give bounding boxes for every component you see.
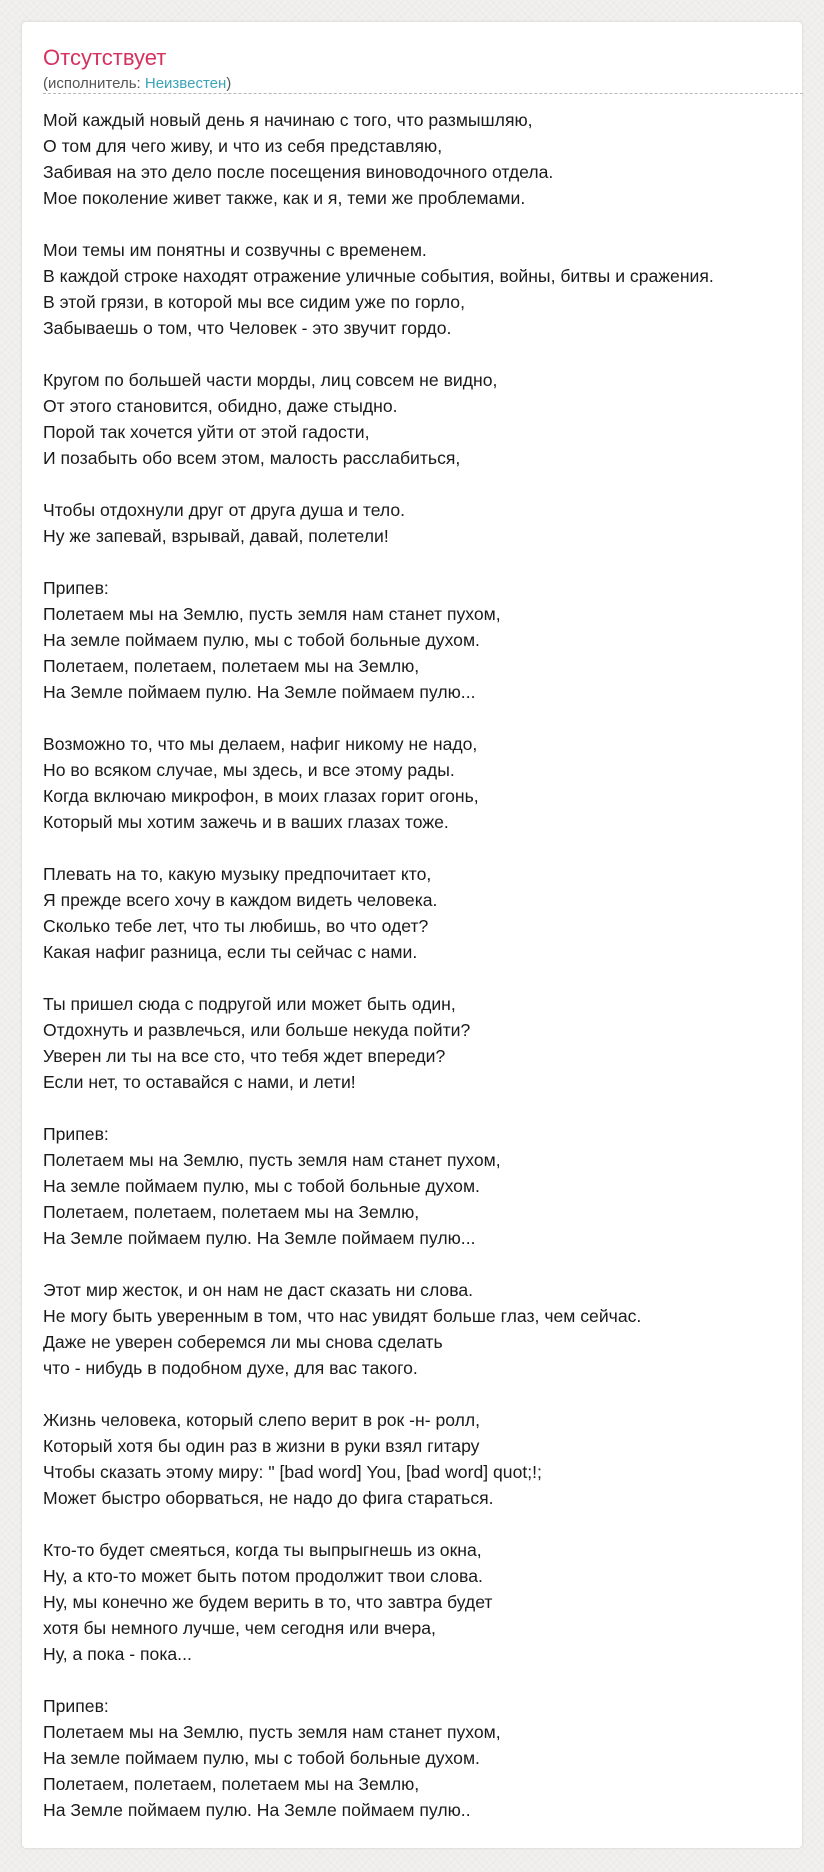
lyrics-line: Полетаем, полетаем, полетаем мы на Землю, <box>43 656 420 676</box>
lyrics-line: Жизнь человека, который слепо верит в рок -н- ролл, <box>43 1410 481 1430</box>
lyrics-line: Даже не уверен соберемся ли мы снова сделать <box>43 1332 443 1352</box>
lyrics-line: Плевать на то, какую музыку предпочитает кто, <box>43 864 432 884</box>
lyrics-line: Когда включаю микрофон, в моих глазах горит огонь, <box>43 786 479 806</box>
lyrics-line: Кругом по большей части морды, лиц совсем не видно, <box>43 370 498 390</box>
lyrics-line: Какая нафиг разница, если ты сейчас с нами. <box>43 942 418 962</box>
lyrics-line: Припев: <box>43 1124 109 1144</box>
lyrics-line: Забивая на это дело после посещения виноводочного отдела. <box>43 162 554 182</box>
lyrics-line: На земле поймаем пулю, мы с тобой больные духом. <box>43 630 480 650</box>
lyrics-line: Не могу быть уверенным в том, что нас увидят больше глаз, чем сейчас. <box>43 1306 642 1326</box>
lyrics-line: На земле поймаем пулю, мы с тобой больные духом. <box>43 1748 480 1768</box>
lyrics-line: На земле поймаем пулю, мы с тобой больные духом. <box>43 1176 480 1196</box>
lyrics-stanza <box>43 1407 824 1511</box>
lyrics-line: Мое поколение живет также, как и я, теми же проблемами. <box>43 188 526 208</box>
lyrics-line: Полетаем мы на Землю, пусть земля нам станет пухом, <box>43 1722 501 1742</box>
lyrics-line: Припев: <box>43 1696 109 1716</box>
lyrics-line: От этого становится, обидно, даже стыдно. <box>43 396 398 416</box>
lyrics-line: Чтобы отдохнули друг от друга душа и тело. <box>43 500 406 520</box>
lyrics-line: Полетаем, полетаем, полетаем мы на Землю, <box>43 1774 420 1794</box>
lyrics-stanza <box>43 1693 824 1823</box>
lyrics-line: На Земле поймаем пулю. На Земле поймаем пулю... <box>43 1228 476 1248</box>
lyrics-stanza <box>43 861 824 965</box>
lyrics-stanza <box>43 497 824 549</box>
lyrics-line: Сколько тебе лет, что ты любишь, во что одет? <box>43 916 429 936</box>
lyrics-stanza <box>43 991 824 1095</box>
lyrics-stanza <box>43 237 824 341</box>
lyrics-line: На Земле поймаем пулю. На Земле поймаем пулю... <box>43 682 476 702</box>
artist-suffix: ) <box>226 75 232 92</box>
lyrics-stanza <box>43 1537 824 1667</box>
lyrics-line: Ну, мы конечно же будем верить в то, что завтра будет <box>43 1592 493 1612</box>
lyrics-line: На Земле поймаем пулю. На Земле поймаем пулю.. <box>43 1800 471 1820</box>
lyrics-body <box>43 107 824 1823</box>
lyrics-stanza <box>43 367 824 471</box>
lyrics-line: В этой грязи, в которой мы все сидим уже по горло, <box>43 292 465 312</box>
lyrics-line: И позабыть обо всем этом, малость расслабиться, <box>43 448 461 468</box>
lyrics-stanza <box>43 575 824 705</box>
lyrics-line: Чтобы сказать этому миру: " [bad word] You, [bad word] quot;!; <box>43 1462 542 1482</box>
lyrics-stanza <box>43 1277 824 1381</box>
lyrics-line: Я прежде всего хочу в каждом видеть человека. <box>43 890 438 910</box>
lyrics-line: Но во всяком случае, мы здесь, и все этому рады. <box>43 760 455 780</box>
lyrics-line: хотя бы немного лучше, чем сегодня или вчера, <box>43 1618 436 1638</box>
lyrics-line: Ну, а кто-то может быть потом продолжит твои слова. <box>43 1566 483 1586</box>
lyrics-line: Отдохнуть и развлечься, или больше некуда пойти? <box>43 1020 471 1040</box>
lyrics-line: Мой каждый новый день я начинаю с того, что размышляю, <box>43 110 533 130</box>
lyrics-line: Ну, а пока - пока... <box>43 1644 192 1664</box>
lyrics-line: В каждой строке находят отражение уличные события, войны, битвы и сражения. <box>43 266 714 286</box>
lyrics-line: О том для чего живу, и что из себя представляю, <box>43 136 443 156</box>
lyrics-line: Может быстро оборваться, не надо до фига стараться. <box>43 1488 494 1508</box>
title-divider <box>43 93 803 94</box>
lyrics-line: Порой так хочется уйти от этой гадости, <box>43 422 370 442</box>
lyrics-line: что - нибудь в подобном духе, для вас такого. <box>43 1358 418 1378</box>
lyrics-line: Уверен ли ты на все сто, что тебя ждет впереди? <box>43 1046 446 1066</box>
lyrics-line: Кто-то будет смеяться, когда ты выпрыгнешь из окна, <box>43 1540 482 1560</box>
lyrics-line: Этот мир жесток, и он нам не даст сказать ни слова. <box>43 1280 474 1300</box>
lyrics-line: Который мы хотим зажечь и в ваших глазах тоже. <box>43 812 449 832</box>
lyrics-line: Ты пришел сюда с подругой или может быть один, <box>43 994 456 1014</box>
lyrics-line: Забываешь о том, что Человек - это звучит гордо. <box>43 318 452 338</box>
lyrics-line: Припев: <box>43 578 109 598</box>
lyrics-card <box>21 21 803 1849</box>
lyrics-line: Если нет, то оставайся с нами, и лети! <box>43 1072 356 1092</box>
lyrics-line: Ну же запевай, взрывай, давай, полетели! <box>43 526 389 546</box>
lyrics-line: Возможно то, что мы делаем, нафиг никому не надо, <box>43 734 478 754</box>
artist-line <box>43 74 231 94</box>
lyrics-line: Мои темы им понятны и созвучны с временем. <box>43 240 427 260</box>
lyrics-stanza <box>43 731 824 835</box>
artist-prefix: (исполнитель: <box>43 75 145 92</box>
song-title: Отсутствует <box>43 45 167 70</box>
lyrics-line: Полетаем мы на Землю, пусть земля нам станет пухом, <box>43 1150 501 1170</box>
lyrics-line: Полетаем, полетаем, полетаем мы на Землю, <box>43 1202 420 1222</box>
lyrics-stanza <box>43 107 824 211</box>
lyrics-line: Который хотя бы один раз в жизни в руки взял гитару <box>43 1436 480 1456</box>
lyrics-stanza <box>43 1121 824 1251</box>
artist-link[interactable]: Неизвестен <box>144 75 227 92</box>
lyrics-line: Полетаем мы на Землю, пусть земля нам станет пухом, <box>43 604 501 624</box>
